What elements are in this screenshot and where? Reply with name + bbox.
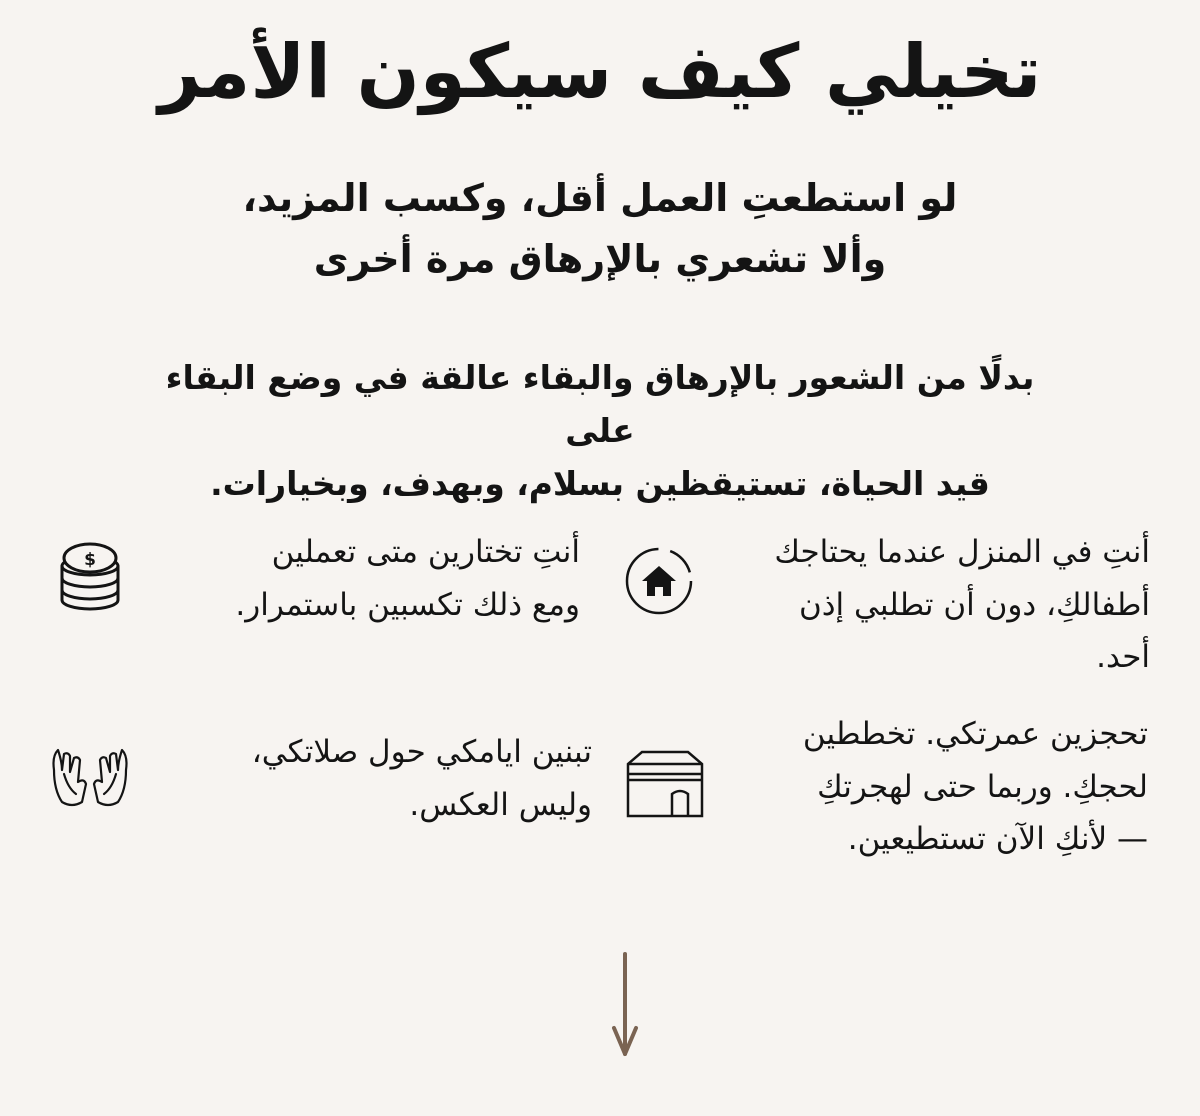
benefit-prayer-text [172,726,592,831]
benefit-home-line-3: أحد. [1096,639,1150,676]
benefit-home-line-1: أنتِ في المنزل عندما يحتاجك [774,534,1150,570]
intro-paragraph [150,352,1050,510]
intro-line-1: بدلًا من الشعور بالإرهاق والبقاء عالقة في وضع البقاء على [165,358,1035,450]
benefit-income-text [160,526,580,631]
benefit-income-line-1: أنتِ تختارين متى تعملين [271,534,580,570]
kaaba-icon [622,744,708,824]
benefit-home-line-2: أطفالكِ، دون أن تطلبي إذن [798,586,1150,623]
subtitle-line-1: لو استطعتِ العمل أقل، وكسب المزيد، [242,176,958,220]
benefit-pilgrimage-line-2: لحجكِ. وربما حتى لهجرتكِ [817,768,1148,805]
subtitle-line-2: وألا تشعري بالإرهاق مرة أخرى [313,236,887,281]
praying-hands-icon [48,744,132,810]
coins-icon [54,540,126,614]
benefit-income-line-2: ومع ذلك تكسبين باستمرار. [235,586,580,623]
arrow-down-icon [608,950,642,1062]
intro-line-2: قيد الحياة، تستيقظين بسلام، وبهدف، وبخيارات. [210,463,990,503]
benefit-pilgrimage-text [738,708,1148,866]
benefit-prayer-line-1: تبنين ايامكي حول صلاتكي، [251,734,592,770]
benefit-prayer-line-2: وليس العكس. [409,786,592,823]
page-title: تخيلي كيف سيكون الأمر [158,29,1042,115]
benefit-home-text [710,526,1150,684]
subtitle [150,168,1050,290]
benefit-pilgrimage-line-3: — لأنكِ الآن تستطيعين. [847,821,1148,858]
benefit-pilgrimage-line-1: تحجزين عمرتكي. تخططين [802,716,1148,752]
dollar-sign: $ [84,550,96,570]
home-icon [624,546,694,616]
